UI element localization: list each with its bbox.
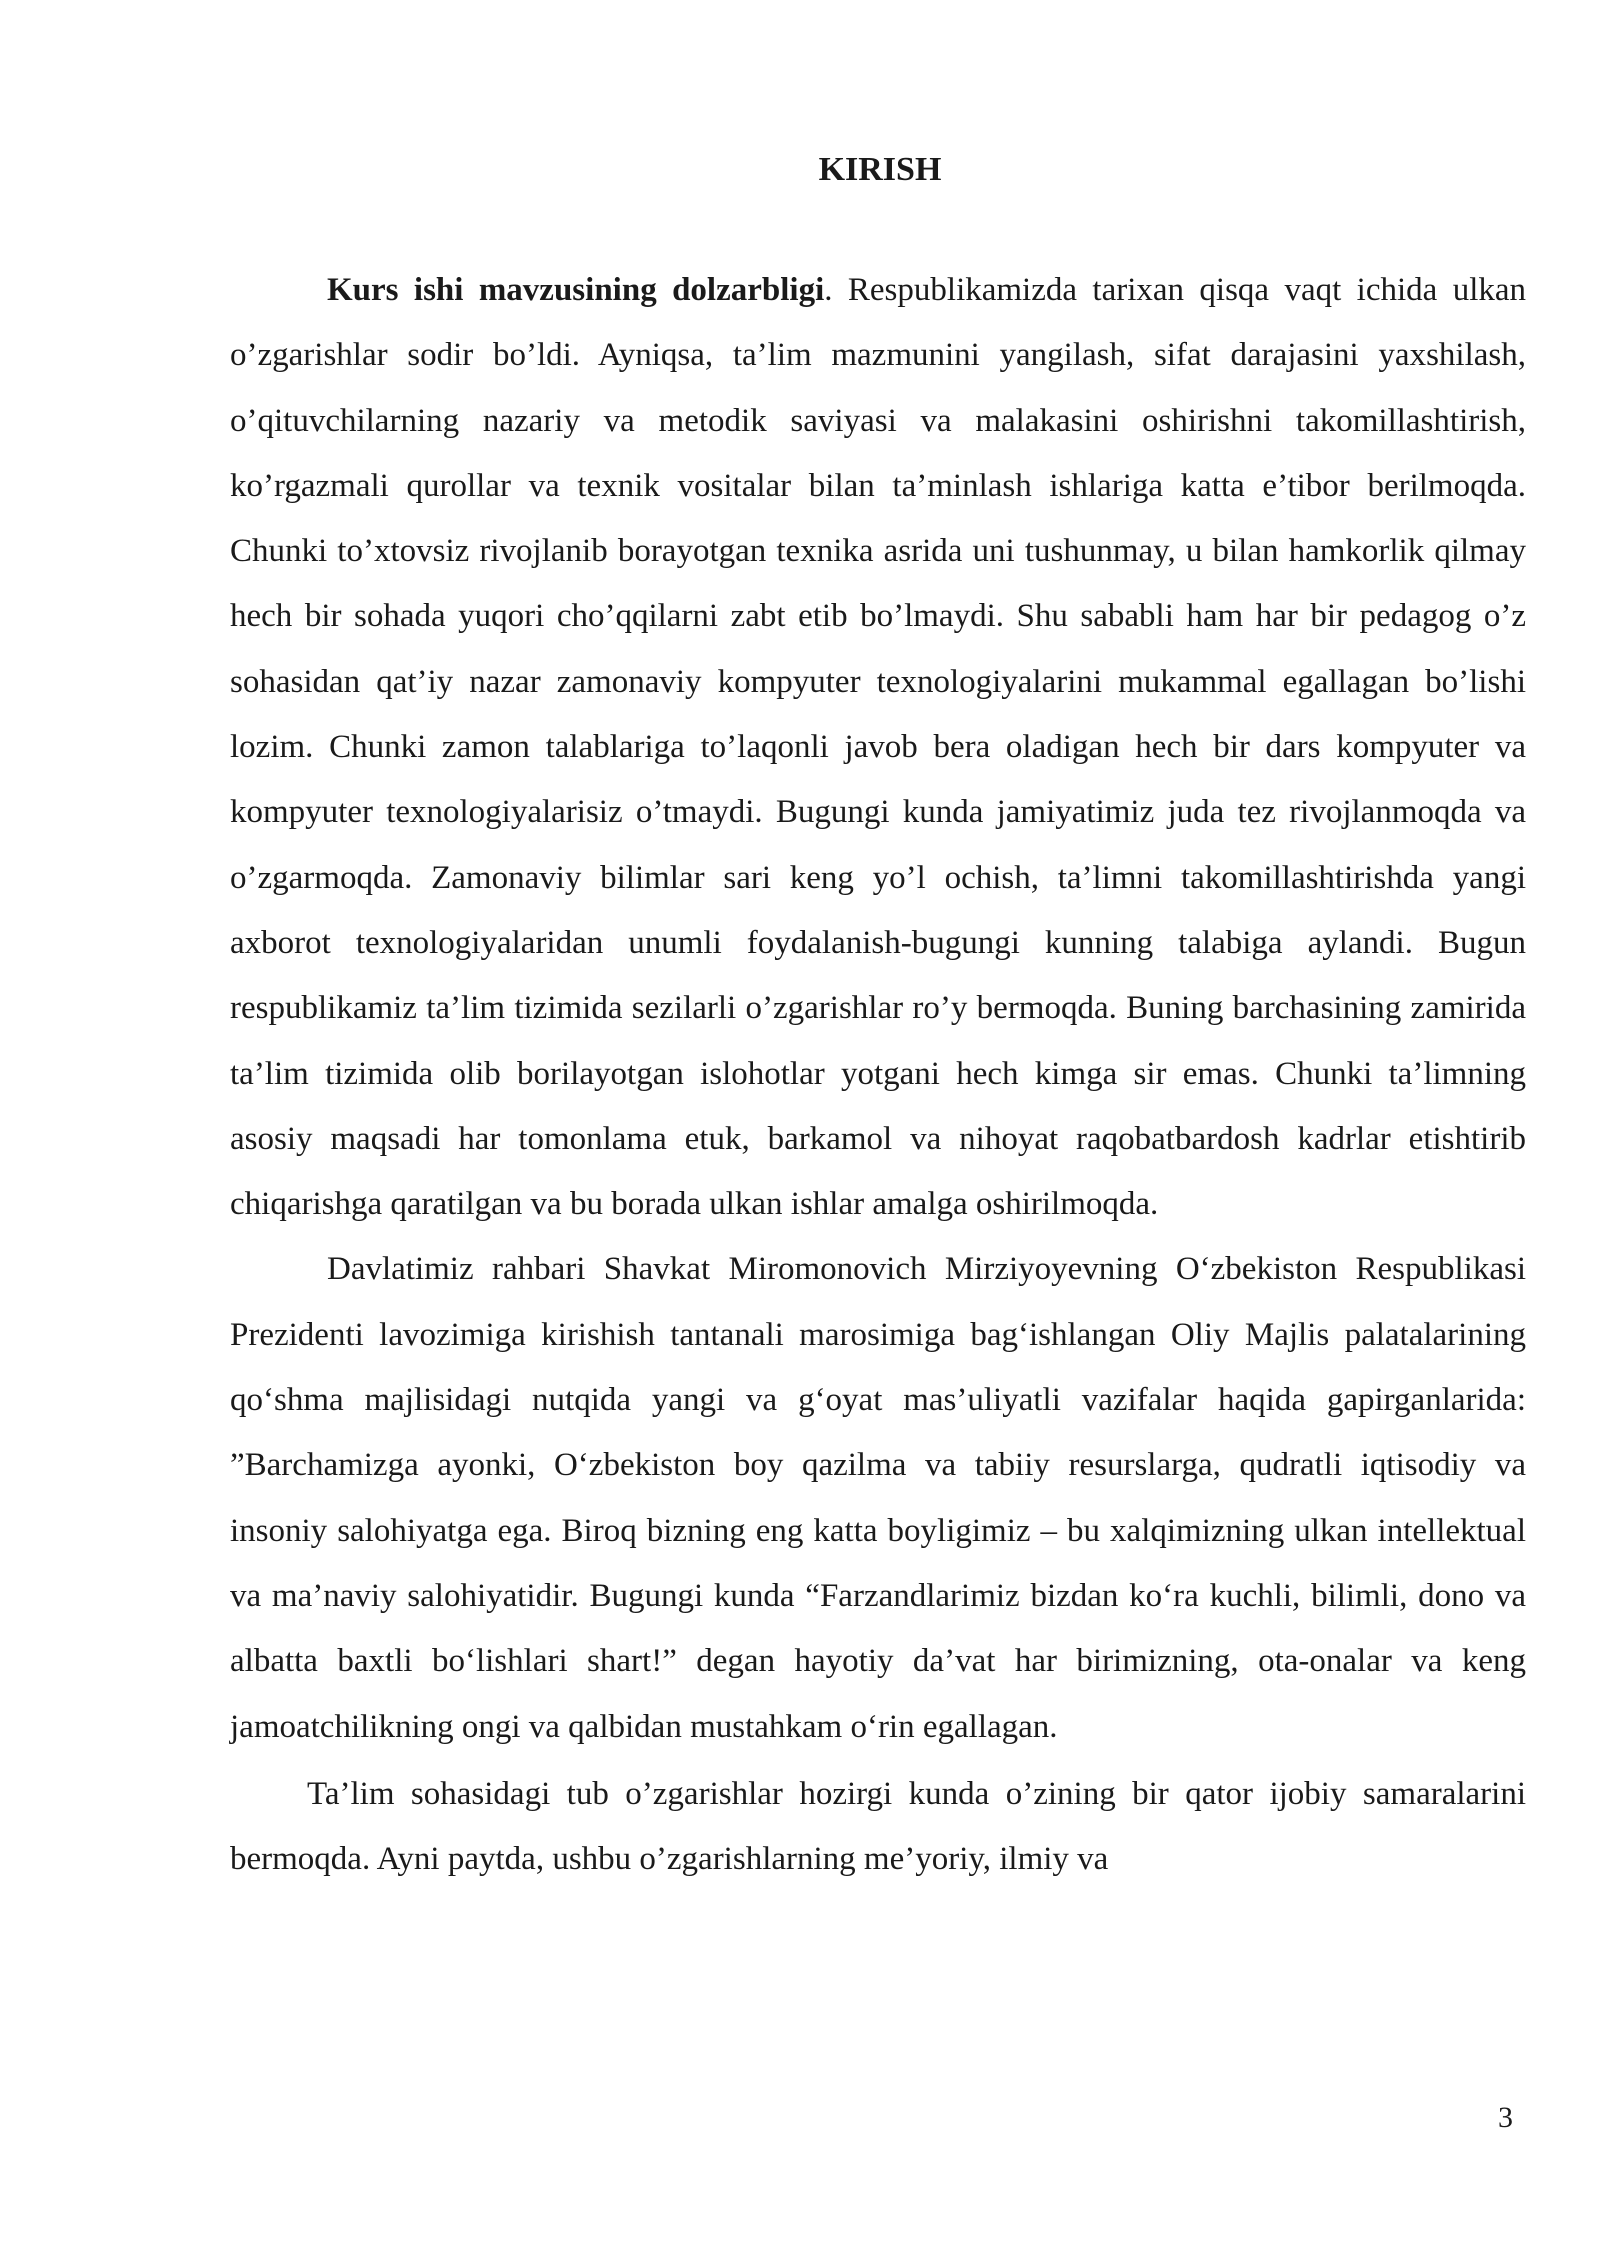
page-number: 3	[1498, 2101, 1513, 2134]
body-text	[230, 258, 1526, 1892]
paragraph-president-speech: Davlatimiz rahbari Shavkat Miromonovich Mirziyoyevning O‘zbekiston Respublikasi Prezidenti lavozimiga kirishish tantanali marosimiga bag‘ishlangan Oliy Majlis palatalarining qo‘shma majlisidagi nutqida yangi va g‘oyat mas’uliyatli vazifalar haqida gapirganlarida: ”Barchamizga ayonki, O‘zbekiston boy qazilma va tabiiy resurslarga, qudratli iqtisodiy va insoniy salohiyatga ega. Biroq bizning eng katta boyligimiz – bu xalqimizning ulkan intellektual va ma’naviy salohiyatidir. Bugungi kunda “Farzandlarimiz bizdan ko‘ra kuchli, bilimli, dono va albatta baxtli bo‘lishlari shart!” degan hayotiy da’vat har birimizning, ota-onalar va keng jamoatchilikning ongi va qalbidan mustahkam o‘rin egallagan.	[230, 1251, 1526, 1745]
page-heading: KIRISH	[818, 151, 942, 188]
paragraph-education-changes: Ta’lim sohasidagi tub o’zgarishlar hozirgi kunda o’zining bir qator ijobiy samaralarini bermoqda. Ayni paytda, ushbu o’zgarishlarning me’yoriy, ilmiy va	[230, 1775, 1526, 1878]
paragraph-text: . Respublikamizda tarixan qisqa vaqt ichida ulkan o’zgarishlar sodir bo’ldi. Ayniqsa, ta’lim mazmunini yangilash, sifat darajasini yaxshilash, o’qituvchilarning nazariy va metodik saviyasi va malakasini oshirishni takomillashtirish, ko’rgazmali qurollar va texnik vositalar bilan ta’minlash ishlariga katta e’tibor berilmoqda. Chunki to’xtovsiz rivojlanib borayotgan texnika asrida uni tushunmay, u bilan hamkorlik qilmay hech bir sohada yuqori cho’qqilarni zabt etib bo’lmaydi. Shu sababli ham har bir pedagog o’z sohasidan qat’iy nazar zamonaviy kompyuter texnologiyalarini mukammal egallagan bo’lishi lozim. Chunki zamon talablariga to’laqonli javob bera oladigan hech bir dars kompyuter va kompyuter texnologiyalarisiz o’tmaydi. Bugungi kunda jamiyatimiz juda tez rivojlanmoqda va o’zgarmoqda. Zamonaviy bilimlar sari keng yo’l ochish, ta’limni takomillashtirishda yangi axborot texnologiyalaridan unumli foydalanish-bugungi kunning talabiga aylandi. Bugun respublikamiz ta’lim tizimida sezilarli o’zgarishlar ro’y bermoqda. Buning barchasining zamirida ta’lim tizimida olib borilayotgan islohotlar yotgani hech kimga sir emas. Chunki ta’limning asosiy maqsadi har tomonlama etuk, barkamol va nihoyat raqobatbardosh kadrlar etishtirib chiqarishga qaratilgan va bu borada ulkan ishlar amalga oshirilmoqda.	[230, 272, 1527, 1223]
paragraph-lead-bold: Kurs ishi mavzusining dolzarbligi	[327, 272, 825, 308]
paragraph-relevance	[230, 258, 1526, 1237]
